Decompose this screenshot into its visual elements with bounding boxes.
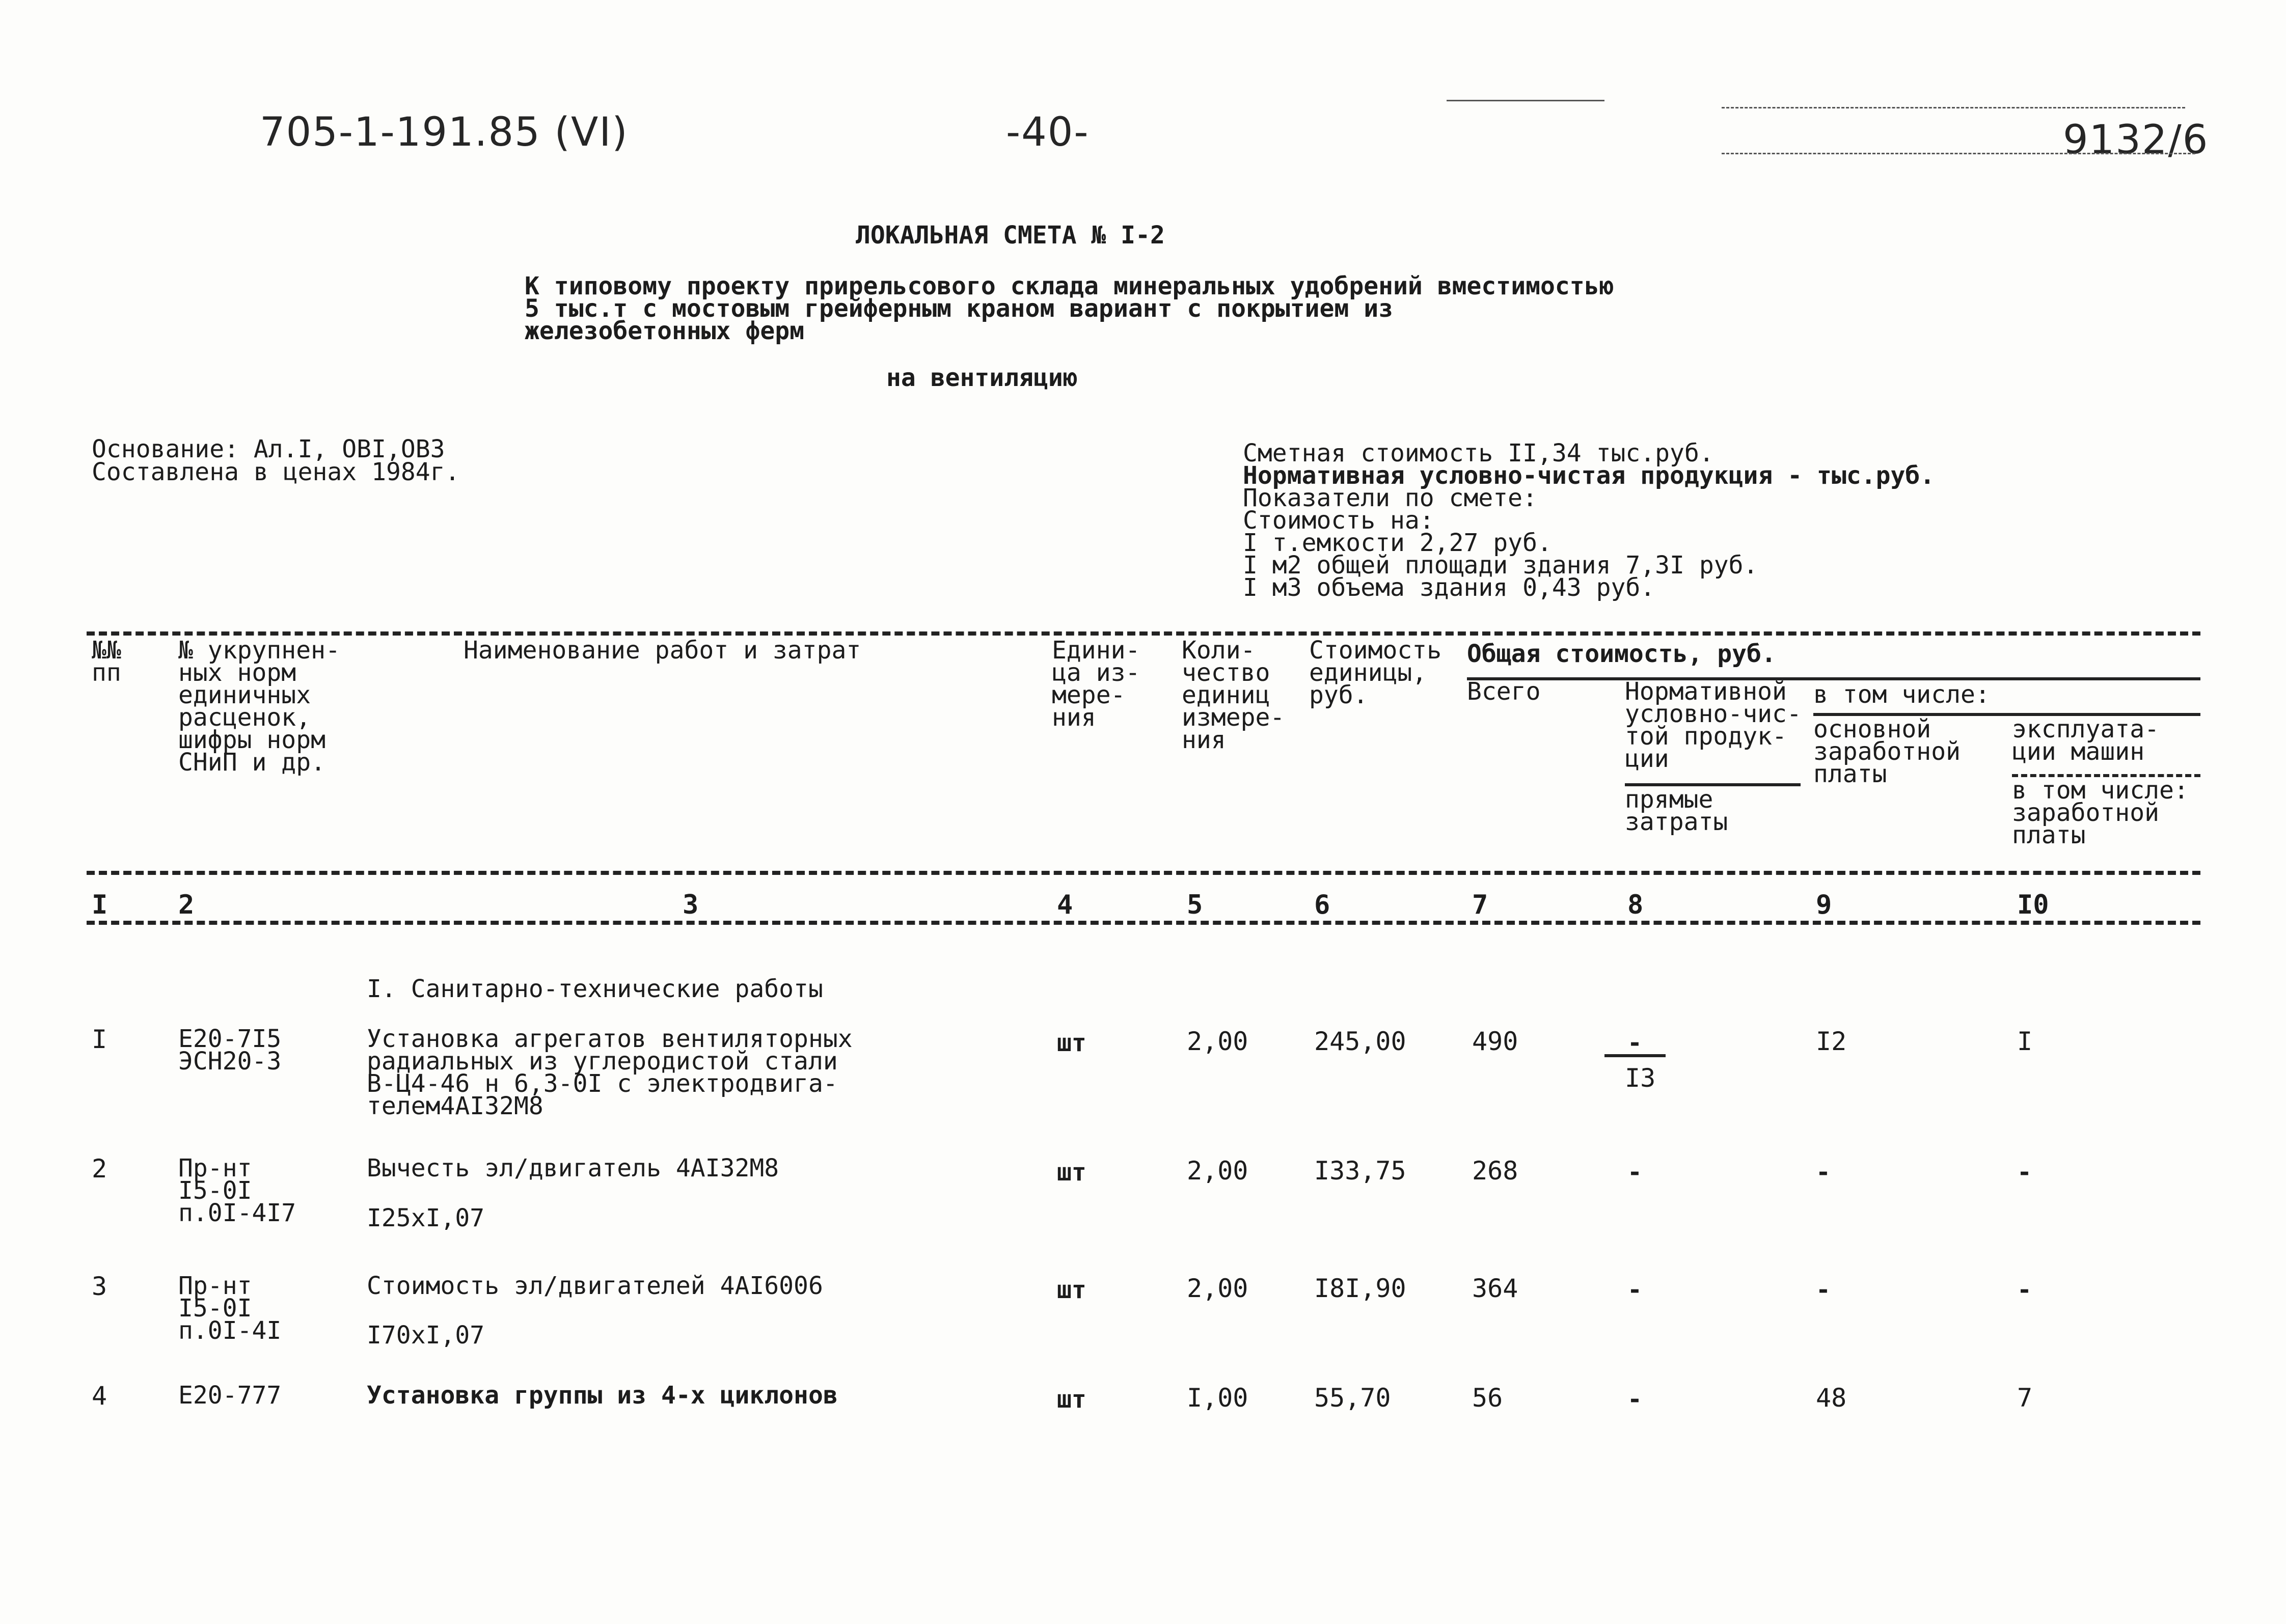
row-quantity: 2,00 [1187,1274,1248,1303]
header-direct-costs: прямые затраты [1625,785,1728,836]
row-work-name: Вычесть эл/двигатель 4АI32М8 [367,1154,779,1182]
header-norm-code: № укрупнен- ных норм единичных расценок, шифры норм СНиП и др. [178,636,340,777]
cost-per-m2: I м2 общей площади здания 7,3I руб. [1243,551,1758,580]
row-number: 3 [92,1272,107,1301]
row-direct-costs: I3 [1625,1063,1656,1093]
page-number: -40- [1006,109,1090,155]
row-base-wages: 48 [1816,1383,1847,1413]
header-machine-wages: в том числе: заработной платы [2012,776,2189,849]
table-top-rule [87,631,2200,636]
column-number-8: 8 [1627,890,1644,920]
column-number-5: 5 [1187,890,1203,920]
header-row-number: №№ пп [92,636,121,687]
row-normative-production: - [1627,1276,1642,1304]
row-machine-operation: - [2017,1158,2032,1187]
row-total: 268 [1472,1156,1518,1186]
row-norm-code: Е20-777 [178,1381,282,1410]
row-unit: шт [1057,1276,1086,1304]
normative-production: Нормативная условно-чистая продукция - тыс.руб. [1243,461,1935,490]
header-unit: Едини- ца из- мере- ния [1052,636,1140,732]
header-base-wages: основной заработной платы [1813,715,1961,788]
row-machine-operation: - [2017,1276,2032,1304]
column-number-4: 4 [1057,890,1073,920]
row-unit: шт [1057,1158,1086,1187]
top-rule-under [1722,153,2195,154]
prices-year-line: Составлена в ценах 1984г. [92,458,460,486]
row-norm-code: Е20-7I5 ЭСН20-3 [178,1025,282,1076]
estimate-section: на вентиляцию [886,364,1078,392]
row-number: I [92,1025,107,1054]
header-quantity: Коли- чество единиц измере- ния [1182,636,1285,754]
column-number-2: 2 [178,890,195,920]
row-number: 4 [92,1381,107,1411]
row-work-calc: I70хI,07 [367,1321,485,1350]
row-total: 490 [1472,1027,1518,1056]
estimate-heading: ЛОКАЛЬНАЯ СМЕТА № I-2 [856,221,1165,250]
column-number-10: I0 [2017,890,2049,920]
estimated-cost: Сметная стоимость II,34 тыс.руб. [1243,439,1714,467]
row-machine-operation: I [2017,1027,2033,1056]
section-title: I. Санитарно-технические работы [367,975,823,1003]
row-quantity: 2,00 [1187,1027,1248,1056]
indicators-label: Показатели по смете: [1243,484,1537,512]
header-machine-operation: эксплуата- ции машин [2012,715,2159,766]
row-work-name: Стоимость эл/двигателей 4АI6006 [367,1272,823,1300]
row-normative-production: - [1627,1029,1642,1057]
row-normative-production: - [1627,1158,1642,1187]
row-normative-production: - [1627,1385,1642,1414]
row-quantity: 2,00 [1187,1156,1248,1186]
top-rule-right [1722,107,2185,108]
row-unit: шт [1057,1029,1086,1057]
top-rule-left [1447,100,1604,101]
row-work-name: Установка агрегатов вентиляторных радиальных из углеродистой стали В-Ц4-46 н 6,3-0I с электродвига- телем4АI32М8 [367,1025,853,1120]
row-quantity: I,00 [1187,1383,1248,1413]
header-total-cost: Общая стоимость, руб. [1467,640,1776,668]
row-unit-cost: I33,75 [1314,1156,1406,1186]
header-normative-production: Нормативной условно-чис- той продук- ции [1625,677,1802,773]
row-base-wages: - [1816,1158,1831,1187]
column-number-3: 3 [683,890,699,920]
table-header-bottom-rule [87,871,2200,875]
row-number: 2 [92,1154,107,1183]
row-norm-code: Пр-нт I5-0I п.0I-4I7 [178,1154,296,1227]
column-number-9: 9 [1816,890,1832,920]
row-work-name: Установка группы из 4-х циклонов [367,1381,838,1410]
fraction-bar [1604,1054,1666,1057]
row-machine-operation: 7 [2017,1383,2033,1413]
row-norm-code: Пр-нт I5-0I п.0I-4I [178,1272,282,1345]
header-unit-cost: Стоимость единицы, руб. [1309,636,1442,709]
row-work-calc: I25хI,07 [367,1204,485,1232]
cost-per-ton: I т.емкости 2,27 руб. [1243,529,1552,557]
document-code: 705-1-191.85 (VI) [260,109,629,155]
column-number-1: I [92,890,108,920]
row-unit-cost: I8I,90 [1314,1274,1406,1303]
row-base-wages: I2 [1816,1027,1847,1056]
row-base-wages: - [1816,1276,1831,1304]
column-numbers-rule [87,921,2200,925]
header-total: Всего [1467,677,1541,706]
estimate-subject: К типовому проекту прирельсового склада минеральных удобрений вместимостью 5 тыс.т с мостовым грейферным краном вариант с покрытием из железобетонных ферм [525,272,1614,345]
row-total: 56 [1472,1383,1503,1413]
sheet-code: 9132/6 [2063,117,2209,163]
row-unit: шт [1057,1385,1086,1414]
column-number-7: 7 [1472,890,1488,920]
header-including: в том числе: [1813,680,1990,709]
cost-per-m3: I м3 объема здания 0,43 руб. [1243,573,1655,602]
row-unit-cost: 245,00 [1314,1027,1406,1056]
basis-line: Основание: Ал.I, ОВI,ОВ3 [92,435,445,463]
header-work-name: Наименование работ и затрат [464,636,861,665]
column-number-6: 6 [1314,890,1330,920]
cost-per-label: Стоимость на: [1243,506,1434,535]
row-unit-cost: 55,70 [1314,1383,1391,1413]
row-total: 364 [1472,1274,1518,1303]
